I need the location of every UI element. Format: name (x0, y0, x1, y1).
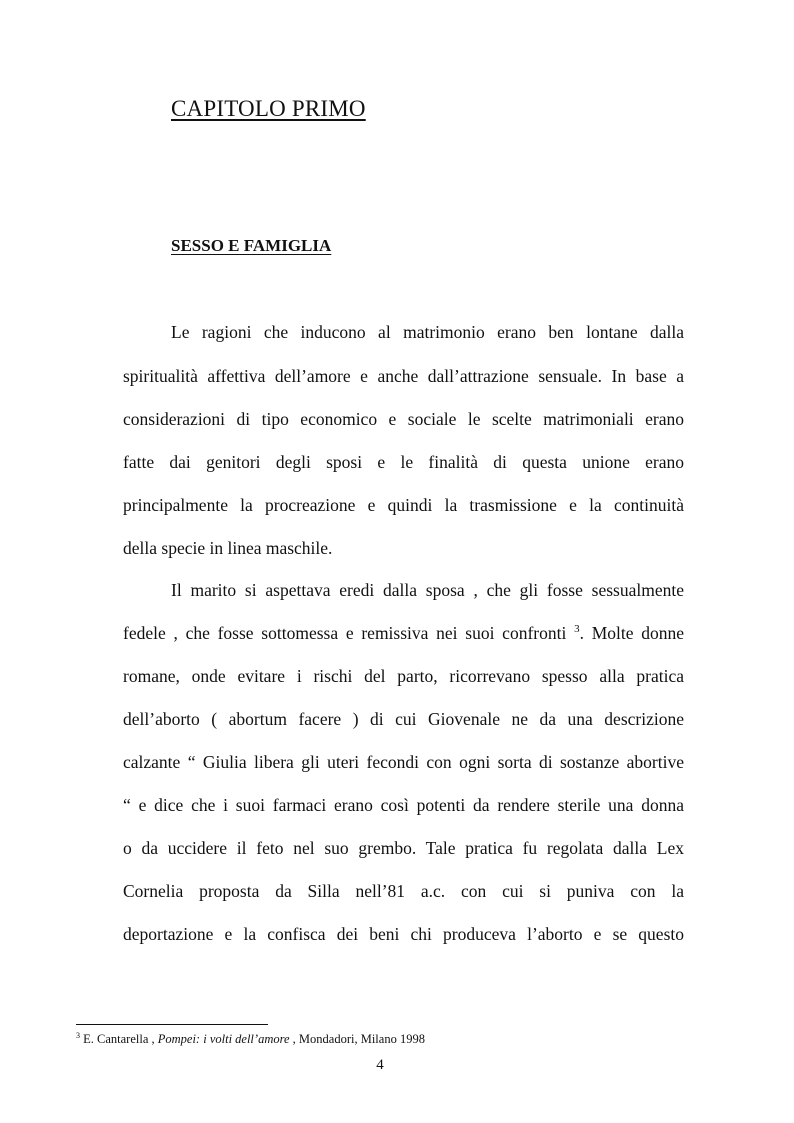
body-line: principalmente la procreazione e quindi la trasmissione e la continuità (123, 495, 684, 515)
body-line: fatte dai genitori degli sposi e le finalità di questa unione erano (123, 452, 684, 472)
body-line: spiritualità affettiva dell’amore e anche dall’attrazione sensuale. In base a (123, 366, 684, 386)
body-line: “ e dice che i suoi farmaci erano così potenti da rendere sterile una donna (123, 795, 684, 815)
section-title: SESSO E FAMIGLIA (171, 236, 332, 255)
body-line: dell’aborto ( abortum facere ) di cui Giovenale ne da una descrizione (123, 709, 684, 729)
footnote-author: E. Cantarella , (80, 1032, 158, 1046)
body-line: Il marito si aspettava eredi dalla sposa , che gli fosse sessualmente (171, 580, 684, 600)
footnote-number: 3 (76, 1030, 80, 1040)
body-line: Cornelia proposta da Silla nell’81 a.c. con cui si puniva con la (123, 881, 684, 901)
body-text: fedele , che fosse sottomessa e remissiva nei suoi confronti (123, 623, 567, 643)
footnote-divider (76, 1024, 268, 1025)
body-line: Le ragioni che inducono al matrimonio erano ben lontane dalla (171, 322, 684, 342)
body-line: o da uccidere il feto nel suo grembo. Tale pratica fu regolata dalla Lex (123, 838, 684, 858)
footnote-title: Pompei: i volti dell’amore (157, 1032, 290, 1046)
body-line-with-note (123, 621, 684, 645)
body-line: considerazioni di tipo economico e sociale le scelte matrimoniali erano (123, 409, 684, 429)
body-line: romane, onde evitare i rischi del parto, ricorrevano spesso alla pratica (123, 666, 684, 686)
footnote-reference[interactable]: 3 (574, 623, 580, 636)
footnote-publisher: , Mondadori, Milano 1998 (289, 1032, 425, 1046)
footnote (76, 1031, 425, 1047)
chapter-title: CAPITOLO PRIMO (171, 96, 366, 121)
page-number: 4 (376, 1057, 384, 1073)
body-line: deportazione e la confisca dei beni chi produceva l’aborto e se questo (123, 924, 684, 944)
body-text: . Molte donne (579, 623, 684, 643)
body-line: della specie in linea maschile. (123, 538, 333, 558)
body-line: calzante “ Giulia libera gli uteri fecondi con ogni sorta di sostanze abortive (123, 752, 684, 772)
